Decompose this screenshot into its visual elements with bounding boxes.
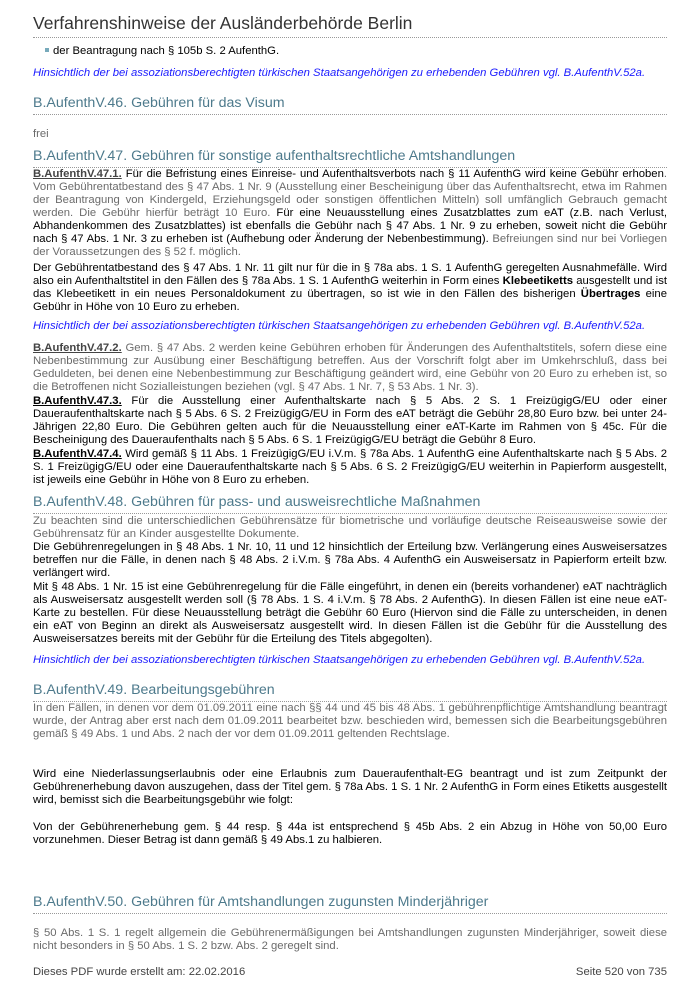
section-48-paragraph-2: Die Gebührenregelungen in § 48 Abs. 1 Nr. 10, 11 und 12 hinsichtlich der Erteilung bzw. Verlängerung eines Ausweisersatzes betreffen nur die Fälle, in denen nach § 48 Abs. 2 i.V.m. § 78a Abs. 4 AufenthG ein Ausweisersatz in Papierform erteilt bzw. verlängert wird. [33,541,667,579]
section-48-paragraph-1: Zu beachten sind die unterschiedlichen Gebührensätze für biometrische und vorläufige deutsche Reiseausweise sowie der Gebührensatz für an Kinder ausgestellte Dokumente. [33,515,667,540]
ref-link-47-4[interactable]: B.AufenthV.47.4. [33,448,122,460]
page-title: Verfahrenshinweise der Ausländerbehörde Berlin [33,13,413,33]
ref-link-47-1[interactable]: B.AufenthV.47.1. [33,168,122,180]
section-48-note: Hinsichtlich der bei assoziationsberechtigten türkischen Staatsangehörigen zu erhebenden Gebühren vgl. B.AufenthV.52a. [33,654,646,666]
section-47-paragraph-5: B.AufenthV.47.4. Wird gemäß § 11 Abs. 1 FreizügigG/EU i.V.m. § 78a Abs. 1 AufenthG eine Aufenthaltskarte nach § 5 Abs. 2 S. 1 FreizügigG/EU oder eine Daueraufenthaltskarte nach § 5 Abs. 6 S. 2 FreizügigG/EU weiterhin in Papierform ausgestellt, ist jeweils eine Gebühr in Höhe von 8 Euro zu erheben. [33,448,667,486]
section-47-paragraph-4: B.AufenthV.47.3. Für die Ausstellung einer Aufenthaltskarte nach § 5 Abs. 2 S. 1 FreizügigG/EU oder einer Daueraufenthaltskarte nach § 5 Abs. 6 S. 2 FreizügigG/EU in Form des eAT beträgt die Gebühr 28,80 Euro bzw. bei unter 24-Jährigen 22,80 Euro. Die Gebühren gelten auch für die Neuausstellung einer eAT-Karte im Rahmen von § 45c. Für die Bescheinigung des Daueraufenthalts nach § 5 Abs. 6 S. 1 FreizügigG/EU beträgt die Gebühr 8 Euro. [33,395,667,446]
section-46-heading: B.AufenthV.46. Gebühren für das Visum [33,95,667,115]
section-50-paragraph-1: § 50 Abs. 1 S. 1 regelt allgemein die Gebührenermäßigungen bei Amtshandlungen zugunsten Minderjähriger, soweit diese nicht besonders in § 50 Abs. 1 S. 2 bzw. Abs. 2 geregelt sind. [33,927,667,952]
footer-created-date: Dieses PDF wurde erstellt am: 22.02.2016 [33,966,246,978]
bullet-icon [45,48,49,52]
section-50-heading: B.AufenthV.50. Gebühren für Amtshandlungen zugunsten Minderjähriger [33,894,667,914]
section-49-heading: B.AufenthV.49. Bearbeitungsgebühren [33,682,667,702]
section-48-heading: B.AufenthV.48. Gebühren für pass- und ausweisrechtliche Maßnahmen [33,494,667,514]
section-47-paragraph-3: B.AufenthV.47.2. Gem. § 47 Abs. 2 werden keine Gebühren erhoben für Änderungen des Aufenthaltstitels, sofern diese eine Nebenbestimmung zur Ausübung einer Beschäftigung betreffen. Aus der Vorschrift folgt aber im Umkehrschluß, dass bei Geduldeten, bei denen eine Nebenbestimmung zur Beschäftigung geändert wird, eine Gebühr von 20 Euro zu erheben ist, so die Betroffenen nicht Sozialleistungen beziehen (vgl. § 47 Abs. 1 Nr. 7, § 53 Abs. 1 Nr. 3). [33,342,667,393]
page-footer [33,966,667,979]
section-47-heading: B.AufenthV.47. Gebühren für sonstige aufenthaltsrechtliche Amtshandlungen [33,148,667,168]
section-46-text: frei [33,128,49,140]
intro-bullet-text: der Beantragung nach § 105b S. 2 AufenthG. [53,45,280,57]
ref-link-47-2[interactable]: B.AufenthV.47.2. [33,342,122,354]
section-47-paragraph-2: Der Gebührentatbestand des § 47 Abs. 1 Nr. 11 gilt nur für die in § 78a abs. 1 S. 1 AufenthG geregelten Ausnahmefälle. Wird also ein Aufenthaltstitel in den Fällen des § 78a Abs. 1 S. 1 AufenthG weiterhin in Form eines Klebeetiketts ausgestellt und ist das Klebeetikett in ein neues Personaldokument zu übertragen, so ist wie in den Fällen des bisherigen Übertrages eine Gebühr in Höhe von 10 Euro zu erheben. [33,262,668,313]
section-48-paragraph-3: Mit § 48 Abs. 1 Nr. 15 ist eine Gebührenregelung für die Fälle eingeführt, in denen ein (bereits vorhandener) eAT nachträglich als Ausweisersatz ausgestellt werden soll (§ 78 Abs. 1 S. 4 i.V.m. § 78 Abs. 2 AufenthG). In diesen Fällen ist eine neue eAT-Karte zu bestellen. Für diese Neuausstellung beträgt die Gebühr 60 Euro (Hiervon sind die Fälle zu unterscheiden, in denen ein eAT von Beginn an direkt als Ausweisersatz ausgestellt wird. In diesen Fällen ist die Gebühr für die Ausstellung des Ausweisersatzes bereits mit der Gebühr für die Erteilung des Titels abgegolten). [33,581,667,645]
intro-bullet-item [33,45,667,58]
section-49-paragraph-3: Von der Gebührenerhebung gem. § 44 resp. § 44a ist entsprechend § 45b Abs. 2 ein Abzug in Höhe von 50,00 Euro vorzunehmen. Dieser Betrag ist dann gemäß § 49 Abs.1 zu halbieren. [33,821,667,846]
section-49-paragraph-2: Wird eine Niederlassungserlaubnis oder eine Erlaubnis zum Daueraufenthalt-EG beantragt und ist zum Zeitpunkt der Gebührenerhebung davon auszugehen, dass der Titel gem. § 78a Abs. 1 S. 1 Nr. 2 AufenthG in Form eines Etiketts ausgestellt wird, bemisst sich die Bearbeitungsgebühr wie folgt: [33,768,667,806]
header-divider [33,37,667,38]
footer-page-number: Seite 520 von 735 [575,966,667,978]
ref-link-47-3[interactable]: B.AufenthV.47.3. [33,395,122,407]
intro-note: Hinsichtlich der bei assoziationsberechtigten türkischen Staatsangehörigen zu erhebenden Gebühren vgl. B.AufenthV.52a. [33,67,646,79]
section-49-paragraph-1: In den Fällen, in denen vor dem 01.09.2011 eine nach §§ 44 und 45 bis 48 Abs. 1 gebührenpflichtige Amtshandlung beantragt wurde, der Antrag aber erst nach dem 01.09.2011 bearbeitet bzw. beschieden wird, bemessen sich die Bearbeitungsgebühren gemäß § 49 Abs. 1 und Abs. 2 nach der vor dem 01.09.2011 geltenden Rechtslage. [33,702,667,740]
section-47-note: Hinsichtlich der bei assoziationsberechtigten türkischen Staatsangehörigen zu erhebenden Gebühren vgl. B.AufenthV.52a. [33,320,646,332]
section-47-paragraph-1: B.AufenthV.47.1. Für die Befristung eines Einreise- und Aufenthaltsverbots nach § 11 AufenthG wird keine Gebühr erhoben. Vom Gebührentatbestand des § 47 Abs. 1 Nr. 9 (Ausstellung einer Bescheinigung über das Aufenthaltsrecht, etwa im Rahmen der Beantragung von Kindergeld, Erziehungsgeld oder sonstigen öffentlichen Mitteln) soll umfänglich Gebrauch gemacht werden. Die Gebühr hierfür beträgt 10 Euro. Für eine Neuausstellung eines Zusatzblattes zum eAT (z.B. nach Verlust, Abhandenkommen des Zusatzblattes) ist ebenfalls die Gebühr nach § 47 Abs. 1 Nr. 9 zu erheben, soweit nicht die Gebühr nach § 47 Abs. 1 Nr. 3 zu erheben ist (Aufhebung oder Änderung der Nebenbestimmung). Befreiungen sind nur bei Vorliegen der Voraussetzungen des § 52 f. möglich. [33,168,668,258]
